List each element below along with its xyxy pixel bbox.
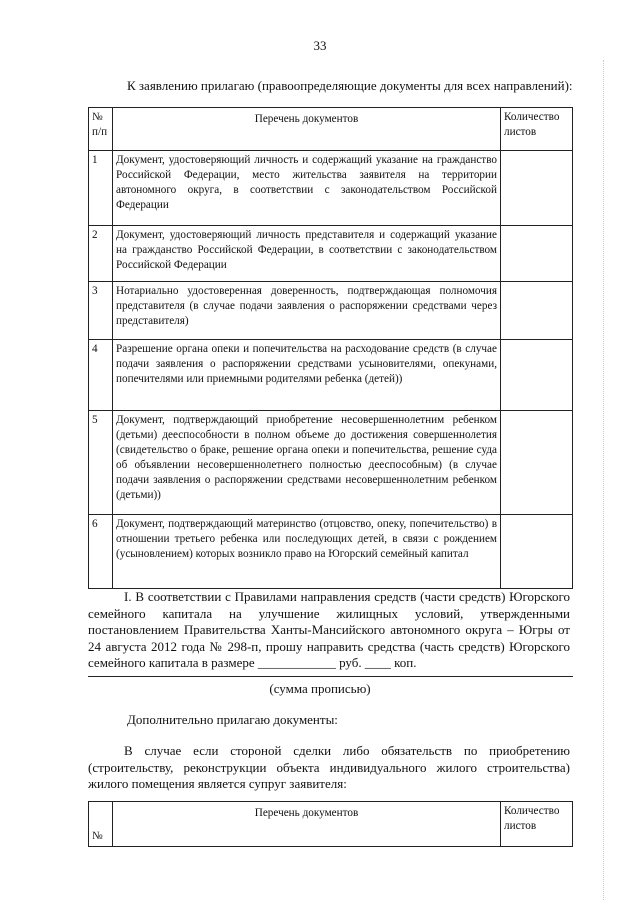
spouse-documents-table	[88, 801, 573, 847]
row-text: Документ, подтверждающий приобретение несовершеннолетним ребенком (детьми) дееспособности в полном объеме до достижения совершеннолетия (свидетельство о браке, решение органа опеки и попечительства, решение суда об объявлении несовершеннолетнего полностью дееспособным) (в случае подачи заявления о распоряжении средствами несовершеннолетним ребенком (детьми))	[113, 411, 501, 515]
header-count: Количество листов	[501, 108, 573, 151]
header-num: №	[89, 802, 113, 847]
table-row	[89, 515, 573, 589]
table-row	[89, 340, 573, 411]
page-number: 33	[313, 38, 327, 53]
row-text: Разрешение органа опеки и попечительства на расходование средств (в случае подачи заявления о распоряжении средствами усыновителями, опекунами, попечителями или приемными родителями ребенка (детей))	[113, 340, 501, 411]
intro-text: К заявлению прилагаю (правоопределяющие документы для всех направлений):	[127, 78, 573, 93]
documents-table	[88, 107, 573, 589]
table-row	[89, 226, 573, 282]
header-num: № п/п	[89, 108, 113, 151]
table-header-row	[89, 108, 573, 151]
row-count	[501, 151, 573, 226]
request-paragraph: I. В соответствии с Правилами направления средств (части средств) Югорского семейного капитала на улучшение жилищных условий, утвержденными постановлением Правительства Ханты-Мансийского автономного округа – Югры от 24 августа 2012 года № 298-п, прошу направить средства (часть средств) Югорского семейного капитала в размере ____________ руб. ____ коп.	[88, 589, 570, 670]
header-title: Перечень документов	[113, 108, 501, 151]
row-count	[501, 515, 573, 589]
row-num: 4	[89, 340, 113, 411]
row-count	[501, 282, 573, 340]
header-count: Количество листов	[501, 802, 573, 847]
row-text: Документ, подтверждающий материнство (отцовство, опеку, попечительство) в отношении третьего ребенка или последующих детей, в связи с рождением (усыновлением) которых возникло право на Югорский семейный капитал	[113, 515, 501, 589]
row-num: 2	[89, 226, 113, 282]
spouse-paragraph: В случае если стороной сделки либо обязательств по приобретению (строительству, реконструкции объекта индивидуального жилого строительства) жилого помещения является супруг заявителя:	[88, 743, 570, 791]
row-num: 5	[89, 411, 113, 515]
table-row	[89, 282, 573, 340]
row-count	[501, 226, 573, 282]
amount-line	[88, 676, 573, 677]
amount-caption: (сумма прописью)	[269, 681, 371, 696]
row-count	[501, 411, 573, 515]
row-num: 1	[89, 151, 113, 226]
row-text: Документ, удостоверяющий личность представителя и содержащий указание на гражданство Российской Федерации, в соответствии с законодательством Российской Федерации	[113, 226, 501, 282]
row-num: 3	[89, 282, 113, 340]
scan-margin-line	[603, 60, 604, 900]
additional-docs-label: Дополнительно прилагаю документы:	[127, 712, 338, 727]
header-title: Перечень документов	[113, 802, 501, 847]
table-header-row	[89, 802, 573, 847]
row-count	[501, 340, 573, 411]
row-text: Нотариально удостоверенная доверенность, подтверждающая полномочия представителя (в случае подачи заявления о распоряжении средствами через представителя)	[113, 282, 501, 340]
row-text: Документ, удостоверяющий личность и содержащий указание на гражданство Российской Федерации, место жительства заявителя на территории автономного округа, в соответствии с законодательством Российской Федерации	[113, 151, 501, 226]
table-row	[89, 151, 573, 226]
table-row	[89, 411, 573, 515]
row-num: 6	[89, 515, 113, 589]
